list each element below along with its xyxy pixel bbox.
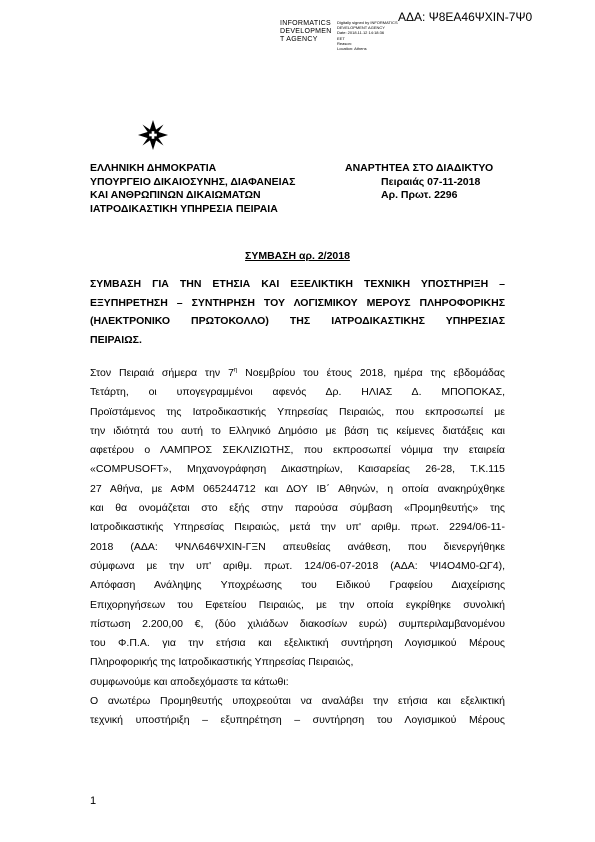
body-text: Στον Πειραιά σήμερα την 7 (90, 367, 234, 379)
issuer-block (90, 162, 295, 216)
contract-title: ΣΥΜΒΑΣΗ αρ. 2/2018 (245, 250, 350, 262)
body-line: 2018 (ΑΔΑ: ΨΝΛ646ΨΧΙΝ-ΓΞΝ απευθείας ανάθεση, που διενεργήθηκε (90, 540, 505, 553)
body-line: Ο ανωτέρω Προμηθευτής υποχρεούται να αναλάβει την ετήσια και εξελικτική (90, 695, 505, 708)
body-line: Προϊστάμενος της Ιατροδικαστικής Υπηρεσίας Πειραιώς, που εκπροσωπεί με (90, 405, 505, 418)
ada-code: ΑΔΑ: Ψ8ΕΑ46ΨΧΙΝ-7Ψ0 (398, 10, 533, 24)
issuer-line: ΙΑΤΡΟΔΙΚΑΣΤΙΚΗ ΥΠΗΡΕΣΙΑ ΠΕΙΡΑΙΑ (90, 202, 278, 215)
body-line: και θα ονομάζεται στο εξής στην παρούσα σύμβαση «Προμηθευτής» της (90, 502, 505, 515)
issuer-line: ΚΑΙ ΑΝΘΡΩΠΙΝΩΝ ΔΙΚΑΙΩΜΑΤΩΝ (90, 189, 261, 201)
stamp-detail-line: Digitally signed by INFORMATICS (337, 20, 398, 25)
body-line: «COMPUSOFT», Μηχανογράφηση Δικαστηρίων, Καισαρείας 26-28, Τ.Κ.115 (90, 463, 505, 476)
body-line: τεχνική υποστήριξη – εξυπηρέτηση – συντήρηση του Λογισμικού Μέρους (90, 714, 505, 727)
body-line: Τετάρτη, οι υπογεγραμμένοι αφενός Δρ. ΗΛΙΑΣ Δ. ΜΠΟΠΟΚΑΣ, (90, 386, 505, 399)
publish-online-label: ΑΝΑΡΤΗΤΕΑ ΣΤΟ ΔΙΑΔΙΚΤΥΟ (345, 162, 494, 174)
stamp-detail-line: EET (337, 35, 345, 41)
subject-line: (ΗΛΕΚΤΡΟΝΙΚΟ ΠΡΩΤΟΚΟΛΛΟ) ΤΗΣ ΙΑΤΡΟΔΙΚΑΣΤΙΚΗΣ ΥΠΗΡΕΣΙΑΣ (90, 315, 505, 327)
stamp-detail-line: Date: 2018.11.12 14:18:36 (337, 30, 385, 36)
body-line: Απόφαση Ανάληψης Υποχρέωσης του Ειδικού Γραφείου Διαχείρισης (90, 579, 505, 592)
page-number: 1 (90, 795, 97, 807)
body-line: του Φ.Π.Α. για την ετήσια και εξελικτική συντήρηση Λογισμικού Μέρους (90, 637, 505, 650)
greek-coat-of-arms-icon (135, 117, 171, 153)
stamp-detail-line: Location: Athens (337, 46, 367, 52)
body-line: συμφωνούμε και αποδεχόμαστε τα κάτωθι: (90, 675, 289, 688)
contract-body (90, 364, 505, 731)
stamp-org-line: DEVELOPMEN (280, 28, 332, 35)
body-line: αφετέρου ο ΛΑΜΠΡΟΣ ΣΕΚΛΙΖΙΩΤΗΣ, που εκπροσωπεί νόμιμα την εταιρεία (90, 444, 505, 457)
body-line: 27 Αθήνα, με ΑΦΜ 065244712 και ΔΟΥ ΙΒ΄ Αθηνών, η οποία ανακηρύχθηκε (90, 482, 505, 495)
subject-line: ΠΕΙΡΑΙΩΣ. (90, 333, 142, 346)
stamp-detail-line: DEVELOPMENT AGENCY (337, 25, 385, 31)
subject-line: ΣΥΜΒΑΣΗ ΓΙΑ ΤΗΝ ΕΤΗΣΙΑ ΚΑΙ ΕΞΕΛΙΚΤΙΚΗ ΤΕΧΝΙΚΗ ΥΠΟΣΤΗΡΙΞΗ – (90, 278, 505, 290)
stamp-details (337, 20, 398, 51)
document-date: Πειραιάς 07-11-2018 (381, 175, 481, 188)
body-line: Ιατροδικαστικής Υπηρεσίας Πειραιώς, μετά την υπ' αριθμ. πρωτ. 2294/06-11- (90, 521, 505, 534)
body-text: Νοεμβρίου του έτους 2018, ημέρα της εβδομάδας (237, 367, 505, 379)
contract-subject (90, 275, 505, 349)
body-line: Επιχορηγήσεων του Εφετείου Πειραιώς, με την οποία εγκρίθηκε συνολική (90, 598, 505, 611)
stamp-detail-line: Reason: (337, 40, 352, 46)
protocol-number: Αρ. Πρωτ. 2296 (381, 189, 458, 201)
digital-signature-stamp (280, 20, 398, 52)
stamp-org-line: INFORMATICS (280, 20, 332, 27)
body-line: πίστωση 2.200,00 €, (δύο χιλιάδων διακοσίων ευρώ) συμπεριλαμβανομένου (90, 617, 505, 630)
body-line: σύμφωνα με την υπ' αριθμ. πρωτ. 124/06-07-2018 (ΑΔΑ: ΨΙ4Ο4Μ0-ΩΓ4), (90, 559, 505, 572)
issuer-line: ΕΛΛΗΝΙΚΗ ΔΗΜΟΚΡΑΤΙΑ (90, 162, 217, 174)
issuer-line: ΥΠΟΥΡΓΕΙΟ ΔΙΚΑΙΟΣΥΝΗΣ, ΔΙΑΦΑΝΕΙΑΣ (90, 175, 296, 188)
publication-info (345, 162, 493, 203)
ordinal-superscript: η (233, 367, 238, 374)
body-line (90, 364, 505, 383)
subject-line: ΕΞΥΠΗΡΕΤΗΣΗ – ΣΥΝΤΗΡΗΣΗ ΤΟΥ ΛΟΓΙΣΜΙΚΟΥ ΜΕΡΟΥΣ ΠΛΗΡΟΦΟΡΙΚΗΣ (90, 296, 505, 309)
body-line: Πληροφορικής της Ιατροδικαστικής Υπηρεσίας Πειραιώς, (90, 656, 354, 669)
body-line: την ιδιότητά του αυτή το Ελληνικό Δημόσιο με βάση τις κείμενες διατάξεις και (90, 424, 505, 437)
stamp-org-line: T AGENCY (280, 36, 318, 43)
